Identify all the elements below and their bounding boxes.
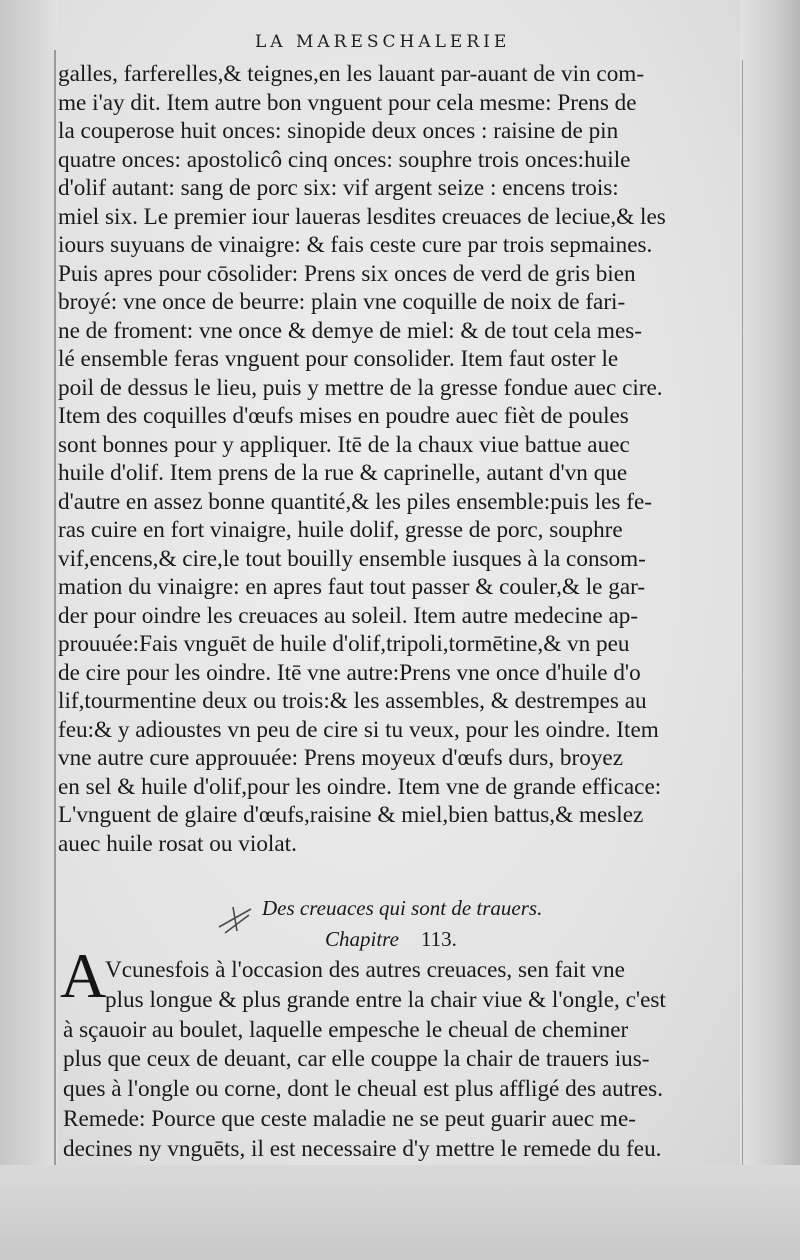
text-line: poil de dessus le lieu, puis y mettre de la gresse fondue auec cire. — [58, 374, 663, 401]
drop-cap: A — [60, 940, 107, 1011]
text-line: huile d'olif. Item prens de la rue & caprinelle, autant d'vn que — [58, 460, 628, 486]
chapter-word: Chapitre — [325, 927, 399, 951]
text-line: me i'ay dit. Item autre bon vnguent pour cela mesme: Prens de — [58, 89, 637, 116]
text-line: broyé: vne once de beurre: plain vne coquille de noix de fari- — [58, 289, 626, 315]
text-line: decines ny vnguēts, il est necessaire d'y mettre le remede du feu. — [63, 1135, 662, 1162]
text-line: lé ensemble feras vnguent pour consolider. Item faut oster le — [58, 346, 619, 372]
text-line: L'vnguent de glaire d'œufs,raisine & miel,bien battus,& meslez — [58, 802, 644, 828]
page-gutter — [0, 0, 58, 1260]
text-line: mation du vinaigre: en apres faut tout passer & couler,& le gar- — [58, 574, 646, 600]
text-line: Puis apres pour cōsolider: Prens six onces de verd de gris bien — [58, 260, 636, 287]
text-line: plus que ceux de deuant, car elle couppe la chair de trauers ius- — [63, 1046, 650, 1073]
body-text — [58, 60, 748, 858]
text-line: miel six. Le premier iour laueras lesdites creuaces de leciue,& les — [58, 203, 666, 230]
text-line: iours suyuans de vinaigre: & fais ceste cure par trois sepmaines. — [58, 232, 653, 258]
text-line: Vcunesfois à l'occasion des autres creuaces, sen fait vne — [105, 957, 625, 983]
section-text — [63, 956, 748, 1165]
text-line: galles, farferelles,& teignes,en les lauant par-auant de vin com- — [58, 61, 645, 87]
text-line: la couperose huit onces: sinopide deux onces : raisine de pin — [58, 118, 619, 144]
section-title: Des creuaces qui sont de trauers. — [262, 896, 543, 920]
text-line: de cire pour les oindre. Itē vne autre:Prens vne once d'huile d'o — [58, 659, 641, 686]
text-line: vif,encens,& cire,le tout bouilly ensemble iusques à la consom- — [58, 545, 646, 572]
text-line: Item des coquilles d'œufs mises en poudre auec fièt de poules — [58, 403, 629, 429]
text-line: à sçauoir au boulet, laquelle empesche le cheual de cheminer — [63, 1016, 629, 1043]
chapter-heading — [325, 927, 575, 955]
running-title: LA MARESCHALERIE — [255, 32, 511, 52]
text-line: auec huile rosat ou violat. — [58, 830, 297, 857]
text-line: ras cuire en fort vinaigre, huile dolif, gresse de porc, souphre — [58, 517, 623, 543]
text-line: Remede: Pource que ceste maladie ne se peut guarir auec me- — [63, 1105, 636, 1132]
text-line: lif,tourmentine deux ou trois:& les assembles, & destrempes au — [58, 688, 647, 714]
text-line: d'autre en assez bonne quantité,& les piles ensemble:puis les fe- — [58, 488, 652, 515]
text-line: der pour oindre les creuaces au soleil. Item autre medecine ap- — [58, 602, 639, 629]
text-line: d'olif autant: sang de porc six: vif argent seize : encens trois: — [58, 175, 619, 201]
handwritten-mark-icon — [215, 903, 257, 935]
chapter-number: 113. — [420, 927, 457, 951]
text-line: quatre onces: apostolicô cinq onces: souphre trois onces:huile — [58, 146, 631, 173]
text-line: prouuée:Fais vnguēt de huile d'olif,tripoli,tormētine,& vn peu — [58, 631, 630, 657]
text-line: en sel & huile d'olif,pour les oindre. Item vne de grande efficace: — [58, 773, 662, 800]
text-line: ques à l'ongle ou corne, dont le cheual est plus affligé des autres. — [63, 1076, 663, 1103]
text-line: vne autre cure approuuée: Prens moyeux d'œufs durs, broyez — [58, 745, 624, 771]
text-line: plus longue & plus grande entre la chair viue & l'ongle, c'est — [105, 986, 666, 1013]
text-line: ne de froment: vne once & demye de miel: & de tout cela mes- — [58, 317, 642, 344]
page-edge — [740, 0, 800, 1260]
text-line: feu:& y adioustes vn peu de cire si tu veux, pour les oindre. Item — [58, 716, 659, 743]
text-line: sont bonnes pour y appliquer. Itē de la chaux viue battue auec — [58, 431, 630, 458]
gutter-rule — [54, 50, 56, 1170]
lower-margin — [0, 1165, 800, 1260]
